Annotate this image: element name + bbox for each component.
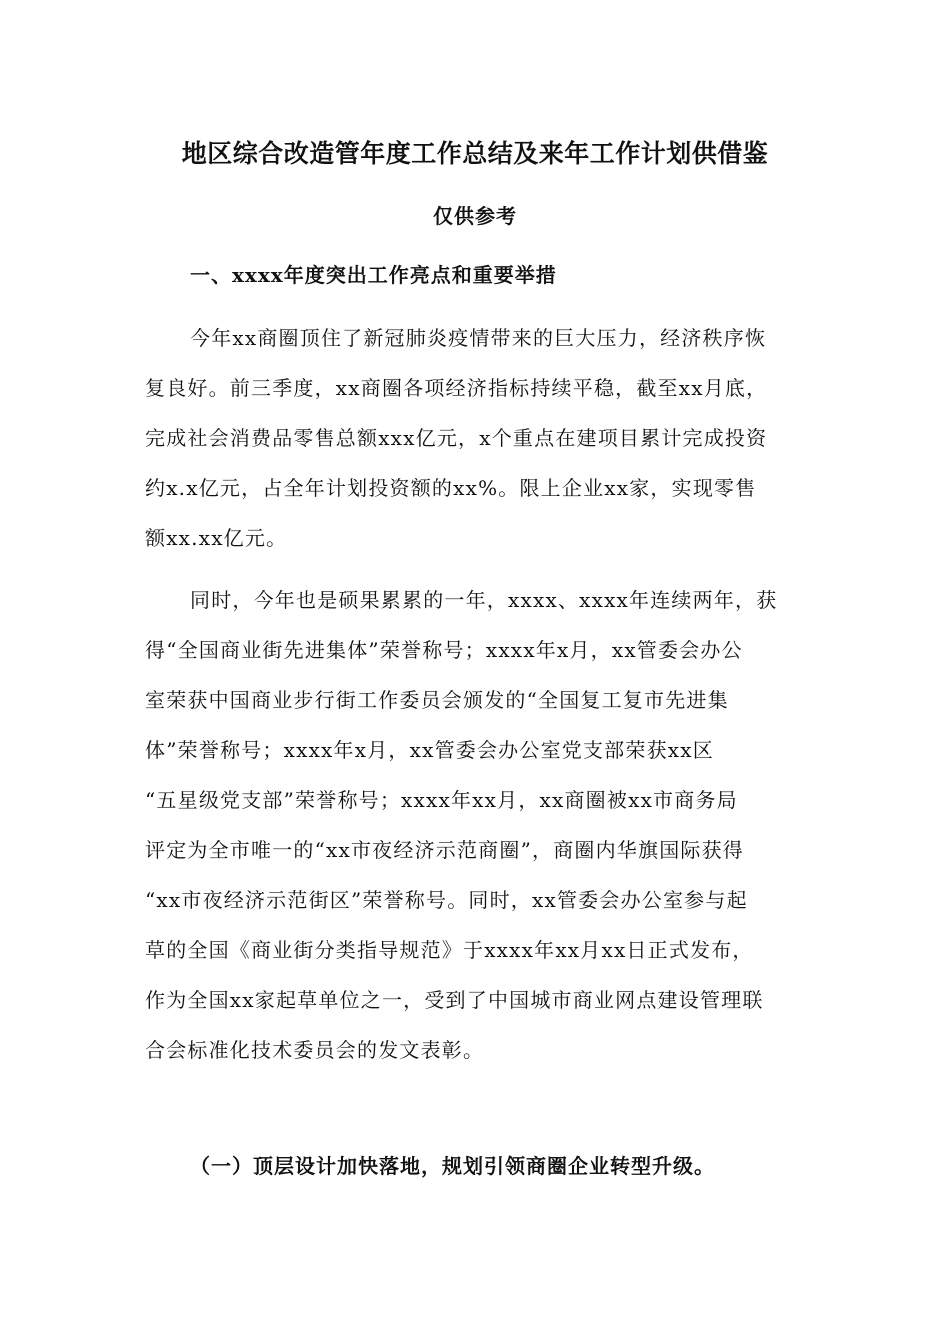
paragraph-line: 额xx.xx亿元。 (145, 526, 288, 550)
paragraph-line: 完成社会消费品零售总额xxx亿元，x个重点在建项目累计完成投资 (145, 426, 768, 450)
paragraph-line: 室荣获中国商业步行街工作委员会颁发的“全国复工复市先进集 (145, 688, 729, 712)
paragraph-line: 评定为全市唯一的“xx市夜经济示范商圈”，商圈内华旗国际获得 (145, 838, 745, 862)
paragraph-line: 得“全国商业街先进集体”荣誉称号；xxxx年x月，xx管委会办公 (145, 638, 743, 662)
sub-heading: （一）顶层设计加快落地，规划引领商圈企业转型升级。 (190, 1154, 715, 1178)
paragraph-line: 约x.x亿元，占全年计划投资额的xx%。限上企业xx家，实现零售 (145, 476, 757, 500)
paragraph-line: 草的全国《商业街分类指导规范》于xxxx年xx月xx日正式发布， (145, 938, 754, 962)
document-subtitle: 仅供参考 (433, 204, 517, 228)
paragraph-line: “xx市夜经济示范街区”荣誉称号。同时，xx管委会办公室参与起 (145, 888, 748, 912)
paragraph-line: 合会标准化技术委员会的发文表彰。 (145, 1038, 485, 1062)
paragraph-line: 复良好。前三季度，xx商圈各项经济指标持续平稳，截至xx月底， (145, 376, 768, 400)
document-title: 地区综合改造管年度工作总结及来年工作计划供借鉴 (181, 139, 769, 168)
paragraph-line: 作为全国xx家起草单位之一，受到了中国城市商业网点建设管理联 (145, 988, 764, 1012)
paragraph-line: 体”荣誉称号；xxxx年x月，xx管委会办公室党支部荣获xx区 (145, 738, 714, 762)
paragraph-line: 同时，今年也是硕果累累的一年，xxxx、xxxx年连续两年，获 (190, 588, 778, 612)
paragraph-line: “五星级党支部”荣誉称号；xxxx年xx月，xx商圈被xx市商务局 (145, 788, 738, 812)
paragraph-line: 今年xx商圈顶住了新冠肺炎疫情带来的巨大压力，经济秩序恢 (190, 326, 767, 350)
section-heading: 一、xxxx年度突出工作亮点和重要举措 (190, 263, 557, 287)
